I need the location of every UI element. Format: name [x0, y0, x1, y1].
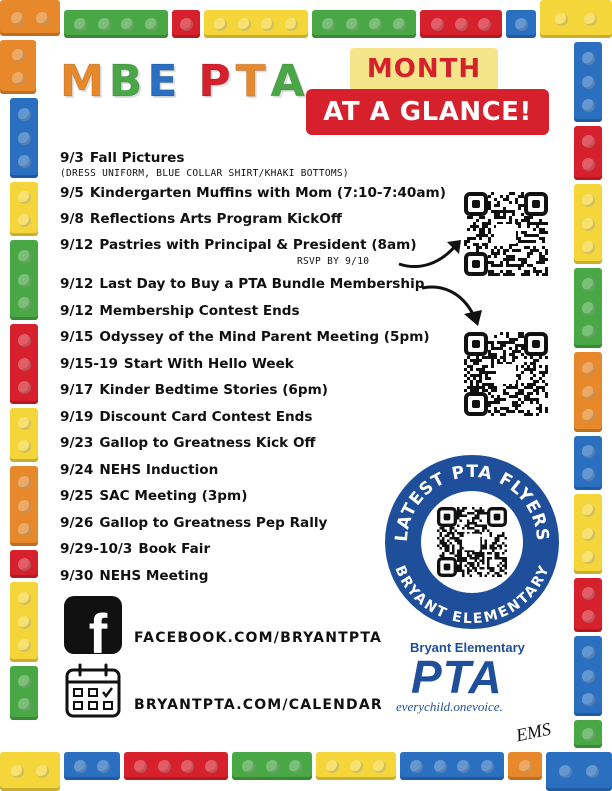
event-title: Start With Hello Week: [123, 356, 294, 372]
event-title: NEHS Meeting: [99, 568, 209, 584]
lego-brick: [204, 10, 308, 38]
event-title: NEHS Induction: [99, 462, 219, 478]
logo-letter: T: [235, 56, 267, 107]
lego-brick: [10, 240, 38, 320]
event-date: 9/23: [60, 435, 94, 451]
event-date: 9/19: [60, 409, 94, 425]
event-title: Reflections Arts Program KickOff: [89, 211, 342, 227]
lego-brick: [540, 0, 612, 38]
pta-tagline: everychild.onevoice.: [396, 699, 503, 714]
logo-letter: B: [108, 56, 144, 107]
logo-letter: E: [147, 56, 179, 107]
lego-brick: [64, 752, 120, 780]
qr-code[interactable]: [464, 192, 548, 276]
event-item: [60, 237, 417, 253]
lego-brick: [10, 466, 38, 546]
event-date: 9/26: [60, 515, 94, 531]
lego-brick: [546, 752, 612, 791]
event-date: 9/8: [60, 211, 84, 227]
lego-brick: [232, 752, 312, 780]
event-title: SAC Meeting (3pm): [99, 488, 248, 504]
logo-letter: A: [270, 56, 306, 107]
event-item: [60, 382, 328, 398]
event-date: 9/12: [60, 237, 94, 253]
pta-school-name: Bryant Elementary: [410, 640, 525, 655]
lego-brick: [0, 40, 36, 94]
event-item: [60, 462, 218, 478]
lego-brick: [506, 10, 536, 38]
event-date: 9/24: [60, 462, 94, 478]
lego-brick: [574, 720, 602, 748]
event-title: Gallop to Greatness Pep Rally: [99, 515, 328, 531]
arrow-icon: [418, 278, 488, 330]
mbe-pta-logo: [60, 56, 306, 107]
facebook-link[interactable]: FACEBOOK.COM/BRYANTPTA: [134, 630, 383, 646]
lego-brick: [574, 436, 602, 490]
event-title: Fall Pictures: [89, 150, 185, 166]
lego-brick: [508, 752, 542, 780]
event-date: 9/29-10/3: [60, 541, 133, 557]
lego-brick: [124, 752, 228, 780]
lego-brick: [0, 0, 60, 36]
event-note: (DRESS UNIFORM, BLUE COLLAR SHIRT/KHAKI BOTTOMS): [60, 168, 349, 179]
event-date: 9/5: [60, 185, 84, 201]
lego-brick: [574, 42, 602, 122]
lego-brick: [10, 408, 38, 462]
event-item: [60, 185, 446, 201]
lego-brick: [10, 666, 38, 720]
lego-brick: [574, 184, 602, 264]
event-title: Book Fair: [138, 541, 211, 557]
logo-letter: P: [198, 56, 232, 107]
lego-brick: [574, 352, 602, 432]
event-item: [60, 329, 430, 345]
event-title: Last Day to Buy a PTA Bundle Membership: [99, 276, 425, 292]
event-title: Gallop to Greatness Kick Off: [99, 435, 316, 451]
lego-brick: [420, 10, 502, 38]
lego-brick: [574, 268, 602, 348]
lego-brick: [10, 582, 38, 662]
event-item: [60, 356, 294, 372]
logo-letter: M: [60, 56, 105, 107]
event-date: 9/17: [60, 382, 94, 398]
event-date: 9/30: [60, 568, 94, 584]
calendar-link[interactable]: BRYANTPTA.COM/CALENDAR: [134, 697, 383, 713]
badge-bottom-text: BRYANT ELEMENTARY: [391, 563, 553, 627]
event-title: Discount Card Contest Ends: [99, 409, 313, 425]
event-item: [60, 488, 247, 504]
event-item: [60, 541, 210, 557]
event-date: 9/15: [60, 329, 94, 345]
lego-brick: [312, 10, 416, 38]
event-title: Odyssey of the Mind Parent Meeting (5pm): [99, 329, 430, 345]
event-date: 9/3: [60, 150, 84, 166]
event-item: [60, 276, 424, 292]
signature: EMS: [514, 718, 553, 746]
calendar-icon[interactable]: [64, 662, 122, 720]
event-date: 9/12: [60, 276, 94, 292]
qr-code[interactable]: [464, 332, 548, 416]
banner-at-a-glance: AT A GLANCE!: [306, 89, 549, 135]
rsvp-note: RSVP BY 9/10: [297, 256, 370, 267]
event-item: [60, 303, 300, 319]
event-date: 9/15-19: [60, 356, 118, 372]
qr-code[interactable]: [437, 507, 507, 577]
lego-brick: [574, 636, 602, 716]
lego-brick: [316, 752, 396, 780]
event-title: Kinder Bedtime Stories (6pm): [99, 382, 329, 398]
lego-brick: [574, 126, 602, 180]
event-item: [60, 150, 184, 166]
banner-month: MONTH: [350, 48, 498, 90]
arrow-icon: [395, 230, 475, 275]
event-title: Membership Contest Ends: [99, 303, 300, 319]
badge-inner: [421, 491, 523, 593]
lego-brick: [10, 324, 38, 404]
event-title: Pastries with Principal & President (8am): [99, 237, 417, 253]
pta-logo: PTA: [411, 651, 503, 703]
facebook-icon[interactable]: f: [64, 596, 122, 654]
event-item: [60, 211, 342, 227]
event-title: Kindergarten Muffins with Mom (7:10-7:40am): [89, 185, 446, 201]
lego-brick: [574, 578, 602, 632]
event-date: 9/12: [60, 303, 94, 319]
lego-brick: [64, 10, 168, 38]
latest-flyers-badge[interactable]: [385, 455, 559, 629]
lego-brick: [10, 550, 38, 578]
lego-brick: [400, 752, 504, 780]
event-item: [60, 515, 327, 531]
lego-brick: [10, 182, 38, 236]
event-item: [60, 435, 316, 451]
badge-top-text: LATEST PTA FLYERS: [391, 461, 553, 543]
event-item: [60, 568, 208, 584]
event-item: [60, 409, 313, 425]
lego-brick: [574, 494, 602, 574]
event-date: 9/25: [60, 488, 94, 504]
lego-brick: [172, 10, 200, 38]
lego-brick: [0, 752, 60, 791]
lego-brick: [10, 98, 38, 178]
